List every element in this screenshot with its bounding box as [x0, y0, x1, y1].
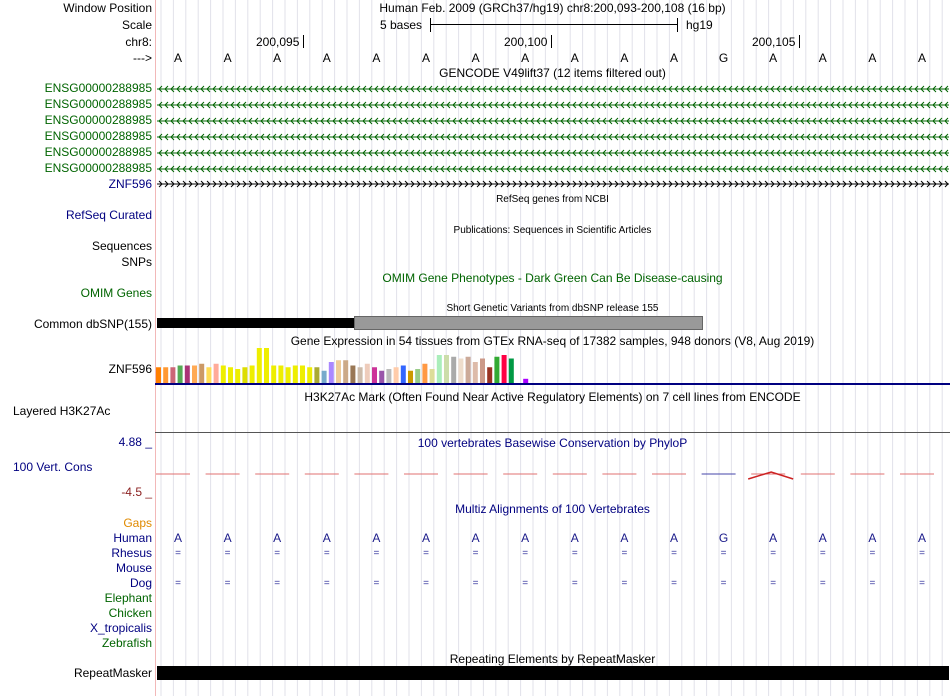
sequence-base: A: [223, 51, 232, 65]
gtex-tissue-bar: [415, 369, 420, 383]
rhesus-alignment-match: =: [919, 548, 925, 559]
gencode-gene-feature[interactable]: [157, 116, 949, 126]
gtex-tissue-bar: [314, 367, 319, 383]
scale-label: Scale: [121, 18, 152, 32]
human-alignment-base: A: [868, 531, 877, 545]
gtex-tissue-bar: [480, 359, 485, 384]
gtex-tissue-bar: [192, 366, 197, 384]
phylop-max-label: 4.88 _: [118, 435, 152, 449]
gtex-tissue-bar: [473, 362, 478, 383]
sequence-base: G: [718, 51, 729, 65]
gtex-tissue-bar: [199, 364, 204, 383]
gtex-tissue-bar: [206, 367, 211, 383]
scale-assembly: hg19: [686, 18, 713, 32]
gaps-label[interactable]: Gaps: [123, 516, 152, 530]
sequence-base: A: [273, 51, 282, 65]
gencode-gene-label[interactable]: ENSG00000288985: [44, 161, 152, 175]
gtex-tissue-bar: [466, 357, 471, 383]
human-alignment-base: A: [917, 531, 926, 545]
rhesus-alignment-match: =: [621, 548, 628, 559]
human-alignment-base: A: [521, 531, 530, 545]
rhesus-alignment-match: =: [819, 548, 826, 559]
position-tick-mark: [303, 35, 304, 48]
gtex-tissue-bar: [228, 367, 233, 383]
gencode-gene-label[interactable]: ENSG00000288985: [44, 113, 152, 127]
chrom-label: chr8:: [125, 35, 152, 49]
gtex-tissue-bar: [502, 355, 507, 383]
dbsnp-track-title[interactable]: Short Genetic Variants from dbSNP release 155: [446, 303, 659, 314]
gtex-tissue-bar: [422, 364, 427, 383]
layered-h3k27ac-label[interactable]: Layered H3K27Ac: [13, 404, 111, 418]
gtex-tissue-bar: [156, 367, 161, 383]
gtex-tissue-bar: [271, 366, 276, 384]
gtex-tissue-bar: [408, 371, 413, 383]
h3k27ac-track-title[interactable]: H3K27Ac Mark (Often Found Near Active Regulatory Elements) on 7 cell lines from ENCODE: [304, 390, 801, 404]
gencode-gene-label[interactable]: ENSG00000288985: [44, 129, 152, 143]
rhesus-alignment-match: =: [224, 548, 231, 559]
gtex-tissue-bar: [242, 367, 247, 383]
position-tick-mark: [551, 35, 552, 48]
gtex-tissue-bar: [372, 367, 377, 383]
human-alignment-base: A: [570, 531, 579, 545]
human-alignment-base: A: [322, 531, 331, 545]
gtex-tissue-bar: [322, 371, 327, 383]
gtex-tissue-bar: [293, 366, 298, 384]
species-label-human[interactable]: Human: [113, 531, 152, 545]
repeatmasker-label[interactable]: RepeatMasker: [73, 666, 152, 680]
scale-bar-right-end: [677, 18, 678, 32]
human-alignment-base: G: [718, 531, 729, 545]
human-alignment-base: A: [273, 531, 282, 545]
gtex-track-title[interactable]: Gene Expression in 54 tissues from GTEx RNA-seq of 17382 samples, 948 donors (V8, Aug 2019): [290, 334, 815, 348]
gtex-gene-label[interactable]: ZNF596: [108, 362, 152, 376]
refseq-track-title[interactable]: RefSeq genes from NCBI: [496, 194, 609, 205]
gencode-gene-feature[interactable]: [157, 100, 949, 110]
gtex-tissue-bar: [487, 367, 492, 383]
gtex-tissue-bar: [365, 364, 370, 383]
gtex-tissue-bar: [451, 357, 456, 383]
rhesus-alignment-match: =: [274, 548, 281, 559]
gtex-tissue-bar: [401, 366, 406, 384]
gtex-tissue-bar: [286, 367, 291, 383]
species-label-zebrafish[interactable]: Zebrafish: [101, 636, 152, 650]
scale-value: 5 bases: [380, 18, 423, 32]
sequence-base: A: [769, 51, 778, 65]
phylop-track-title[interactable]: 100 vertebrates Basewise Conservation by PhyloP: [417, 436, 688, 450]
dog-alignment-match: =: [274, 578, 281, 589]
human-alignment-base: A: [421, 531, 430, 545]
gencode-gene-label[interactable]: ENSG00000288985: [44, 97, 152, 111]
phylop-min-label: -4.5 _: [121, 485, 152, 499]
gencode-gene-feature[interactable]: [157, 132, 949, 142]
gencode-gene-feature[interactable]: [157, 84, 949, 94]
sequence-base: A: [818, 51, 827, 65]
gtex-tissue-bar: [163, 367, 168, 383]
dog-alignment-match: =: [720, 578, 727, 589]
rhesus-alignment-match: =: [373, 548, 380, 559]
gtex-tissue-bar: [394, 367, 399, 383]
gtex-tissue-bar: [350, 366, 355, 384]
gtex-tissue-bar: [250, 366, 255, 384]
dbsnp-variant-outline[interactable]: [354, 316, 703, 330]
scale-bar-left-end: [430, 18, 431, 32]
species-label-elephant[interactable]: Elephant: [104, 591, 152, 605]
omim-track-title[interactable]: OMIM Gene Phenotypes - Dark Green Can Be Disease-causing: [382, 271, 723, 285]
dog-alignment-match: =: [373, 578, 380, 589]
gtex-tissue-bar: [437, 355, 442, 383]
multiz-track-title[interactable]: Multiz Alignments of 100 Vertebrates: [455, 502, 650, 516]
dog-alignment-match: =: [323, 578, 330, 589]
position-tick-label: 200,095: [256, 35, 300, 49]
sequence-base: A: [173, 51, 182, 65]
human-alignment-base: A: [769, 531, 778, 545]
gtex-tissue-bar: [185, 366, 190, 384]
rhesus-alignment-match: =: [423, 548, 429, 559]
znf596-gene-feature[interactable]: [157, 179, 949, 189]
rhesus-alignment-match: =: [869, 548, 876, 559]
sequence-base: A: [917, 51, 926, 65]
gtex-tissue-bar: [379, 371, 384, 383]
gencode-gene-feature[interactable]: [157, 148, 949, 158]
dog-alignment-match: =: [571, 578, 578, 589]
gencode-track-title[interactable]: GENCODE V49lift37 (12 items filtered out): [439, 66, 666, 80]
human-alignment-base: A: [669, 531, 678, 545]
sequence-base: A: [322, 51, 331, 65]
gtex-tissue-bar: [343, 360, 348, 383]
refseq-curated-label[interactable]: RefSeq Curated: [65, 208, 152, 222]
publications-track-title[interactable]: Publications: Sequences in Scientific Articles: [453, 225, 652, 236]
species-label-x_tropicalis[interactable]: X_tropicalis: [89, 621, 152, 635]
dog-alignment-match: =: [770, 578, 777, 589]
gencode-gene-label[interactable]: ENSG00000288985: [44, 81, 152, 95]
human-alignment-base: A: [471, 531, 480, 545]
sequence-base: A: [421, 51, 430, 65]
human-alignment-base: A: [173, 531, 182, 545]
dog-alignment-match: =: [224, 578, 231, 589]
species-label-mouse[interactable]: Mouse: [115, 561, 152, 575]
gtex-tissue-bar: [430, 369, 435, 383]
rhesus-alignment-match: =: [323, 548, 330, 559]
gtex-tissue-bar: [235, 369, 240, 383]
rhesus-alignment-match: =: [770, 548, 777, 559]
rhesus-alignment-match: =: [522, 548, 529, 559]
dog-alignment-match: =: [175, 578, 181, 589]
gtex-tissue-bar: [178, 366, 183, 384]
phylop-label[interactable]: 100 Vert. Cons: [13, 460, 93, 474]
sequence-base: A: [521, 51, 530, 65]
dog-alignment-match: =: [522, 578, 529, 589]
position-tick-mark: [799, 35, 800, 48]
gtex-tissue-bar: [307, 367, 312, 383]
human-alignment-base: A: [620, 531, 629, 545]
sequence-base: A: [669, 51, 678, 65]
human-alignment-base: A: [818, 531, 827, 545]
repeatmasker-track-title[interactable]: Repeating Elements by RepeatMasker: [449, 652, 656, 666]
gtex-tissue-bar: [264, 348, 269, 383]
gtex-tissue-bar: [300, 366, 305, 384]
human-alignment-base: A: [372, 531, 381, 545]
species-label-chicken[interactable]: Chicken: [108, 606, 152, 620]
phylop-signal[interactable]: [155, 466, 950, 482]
gtex-tissue-bar: [494, 357, 499, 383]
gtex-tissue-bar: [329, 362, 334, 383]
species-label-dog[interactable]: Dog: [129, 576, 152, 590]
snps-label[interactable]: SNPs: [121, 255, 152, 269]
position-tick-label: 200,100: [504, 35, 548, 49]
gencode-gene-feature[interactable]: [157, 164, 949, 174]
human-alignment-base: A: [223, 531, 232, 545]
gtex-tissue-bar: [444, 355, 449, 383]
sequence-base: A: [868, 51, 877, 65]
gtex-tissue-bar: [386, 369, 391, 383]
omim-genes-label[interactable]: OMIM Genes: [80, 286, 152, 300]
rhesus-alignment-match: =: [720, 548, 727, 559]
dog-alignment-match: =: [472, 578, 479, 589]
gtex-tissue-bar: [278, 366, 283, 384]
species-label-rhesus[interactable]: Rhesus: [111, 546, 152, 560]
sequence-base: A: [570, 51, 579, 65]
znf596-gene-label[interactable]: ZNF596: [108, 177, 152, 191]
gtex-tissue-bar: [523, 379, 528, 383]
rhesus-alignment-match: =: [671, 548, 677, 559]
sequence-base: A: [372, 51, 381, 65]
gtex-tissue-bar: [221, 366, 226, 384]
gtex-tissue-bar: [257, 348, 262, 383]
sequence-base: A: [620, 51, 629, 65]
window-position-value: Human Feb. 2009 (GRCh37/hg19) chr8:200,093-200,108 (16 bp): [379, 1, 726, 15]
phylop-peak: [748, 472, 793, 479]
gtex-tissue-bar: [336, 360, 341, 383]
dog-alignment-match: =: [869, 578, 876, 589]
gtex-tissue-bar: [509, 359, 514, 384]
dbsnp-label[interactable]: Common dbSNP(155): [33, 317, 152, 331]
sequences-label[interactable]: Sequences: [91, 239, 152, 253]
dog-alignment-match: =: [621, 578, 628, 589]
dog-alignment-match: =: [919, 578, 925, 589]
dog-alignment-match: =: [671, 578, 677, 589]
gtex-bar-chart[interactable]: [155, 348, 950, 386]
strand-label: --->: [133, 51, 152, 65]
scale-bar: [430, 24, 678, 25]
position-tick-label: 200,105: [752, 35, 796, 49]
gtex-tissue-bar: [358, 367, 363, 383]
dog-alignment-match: =: [423, 578, 429, 589]
sequence-base: A: [471, 51, 480, 65]
dog-alignment-match: =: [819, 578, 826, 589]
repeatmasker-bar[interactable]: [157, 666, 949, 680]
rhesus-alignment-match: =: [571, 548, 578, 559]
h3k27ac-baseline: [155, 432, 950, 433]
rhesus-alignment-match: =: [175, 548, 181, 559]
gencode-gene-label[interactable]: ENSG00000288985: [44, 145, 152, 159]
gtex-tissue-bar: [214, 364, 219, 383]
window-position-label: Window Position: [63, 1, 152, 15]
gtex-tissue-bar: [458, 359, 463, 384]
rhesus-alignment-match: =: [472, 548, 479, 559]
gtex-tissue-bar: [170, 367, 175, 383]
